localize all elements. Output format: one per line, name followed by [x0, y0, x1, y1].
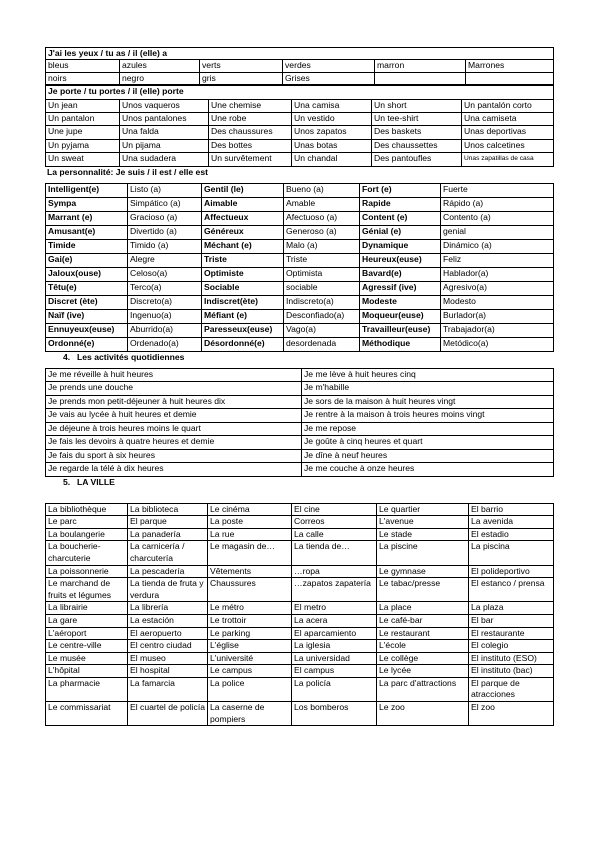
vocabulary-sheet [45, 47, 553, 726]
city-cell: El zoo [469, 702, 554, 726]
city-cell: L'avenue [377, 516, 469, 529]
city-cell: L'aéroport [46, 627, 128, 640]
city-cell: La universidad [292, 652, 377, 665]
activities-table [45, 368, 554, 477]
city-cell: La plaza [469, 602, 554, 615]
activities-cell: Je m'habille [302, 382, 554, 396]
personality-table [45, 183, 554, 352]
personality-cell: Feliz [441, 253, 554, 267]
city-cell: La caserne de pompiers [208, 702, 292, 726]
wear-cell: Des baskets [372, 126, 462, 139]
personality-cell: Bavard(e) [360, 267, 441, 281]
wear-cell: Un pantalon [46, 113, 120, 126]
eyes-cell: Grises [283, 72, 375, 84]
city-cell: La librairie [46, 602, 128, 615]
wear-cell: Unos calcetines [462, 139, 554, 152]
personality-cell: Gai(e) [46, 253, 128, 267]
personality-cell: Têtu(e) [46, 281, 128, 295]
activities-cell: Je me réveille à huit heures [46, 368, 302, 382]
city-cell: La police [208, 677, 292, 701]
wear-cell: Unas botas [292, 139, 372, 152]
city-cell: El estanco / prensa [469, 578, 554, 602]
city-cell: El restaurante [469, 627, 554, 640]
eyes-cell: marron [375, 60, 466, 72]
personality-cell: Méchant (e) [202, 239, 284, 253]
city-cell: La calle [292, 528, 377, 541]
city-cell: …ropa [292, 565, 377, 578]
clothes-table [45, 85, 554, 166]
wear-cell: Des bottes [209, 139, 292, 152]
personality-cell: Bueno (a) [284, 183, 360, 197]
eyes-cell: verdes [283, 60, 375, 72]
wear-cell: Una camiseta [462, 113, 554, 126]
city-cell: La place [377, 602, 469, 615]
wear-cell: Un short [372, 99, 462, 112]
activities-row [46, 395, 554, 409]
city-row [46, 640, 554, 653]
activities-row [46, 409, 554, 423]
wear-row [46, 113, 554, 126]
activities-cell: Je déjeune à trois heures moins le quart [46, 422, 302, 436]
city-cell: Le musée [46, 652, 128, 665]
personality-cell: Paresseux(euse) [202, 323, 284, 337]
personality-cell: Sociable [202, 281, 284, 295]
personality-cell: Vago(a) [284, 323, 360, 337]
personality-cell: Aburrido(a) [128, 323, 202, 337]
city-cell: La tienda de… [292, 541, 377, 565]
personality-cell: Marrant (e) [46, 211, 128, 225]
wear-cell: Des pantoufles [372, 153, 462, 166]
city-cell: Le stade [377, 528, 469, 541]
city-cell: El estadio [469, 528, 554, 541]
wear-cell: Un survêtement [209, 153, 292, 166]
city-cell: Le trottoir [208, 614, 292, 627]
city-cell: Le tabac/presse [377, 578, 469, 602]
personality-cell: Desconfiado(a) [284, 309, 360, 323]
activities-row [46, 368, 554, 382]
personality-cell: Indiscret(ète) [202, 295, 284, 309]
personality-cell: Hablador(a) [441, 267, 554, 281]
wear-cell: Una falda [120, 126, 209, 139]
personality-cell: Ennuyeux(euse) [46, 323, 128, 337]
city-cell: L'école [377, 640, 469, 653]
city-row [46, 652, 554, 665]
city-cell: Le marchand de fruits et légumes [46, 578, 128, 602]
city-row [46, 516, 554, 529]
eyes-cell: verts [200, 60, 283, 72]
personality-cell: Ingenuo(a) [128, 309, 202, 323]
personality-cell: Dinámico (a) [441, 239, 554, 253]
city-cell: …zapatos zapatería [292, 578, 377, 602]
personality-cell: Timido (a) [128, 239, 202, 253]
city-cell: La rue [208, 528, 292, 541]
personality-row [46, 337, 554, 351]
city-cell: Le magasin de… [208, 541, 292, 565]
personality-row [46, 323, 554, 337]
city-cell: La boulangerie [46, 528, 128, 541]
activities-cell: Je goûte à cinq heures et quart [302, 436, 554, 450]
city-cell: El instituto (ESO) [469, 652, 554, 665]
wear-cell: Un pantalón corto [462, 99, 554, 112]
wear-cell: Unos pantalones [120, 113, 209, 126]
personality-cell: Travailleur(euse) [360, 323, 441, 337]
city-row [46, 677, 554, 701]
activities-cell: Je vais au lycée à huit heures et demie [46, 409, 302, 423]
activities-row [46, 382, 554, 396]
wear-row [46, 139, 554, 152]
city-cell: La carnicería / charcutería [128, 541, 208, 565]
city-cell: El parque de atracciones [469, 677, 554, 701]
city-cell: Le cinéma [208, 503, 292, 516]
eyes-cell [466, 72, 554, 84]
eyes-cell [375, 72, 466, 84]
wear-cell: Una sudadera [120, 153, 209, 166]
personality-cell: Generoso (a) [284, 225, 360, 239]
city-row [46, 702, 554, 726]
activities-cell: Je fais du sport à six heures [46, 449, 302, 463]
activities-cell: Je dîne à neuf heures [302, 449, 554, 463]
personality-cell: Listo (a) [128, 183, 202, 197]
wear-cell: Un chandal [292, 153, 372, 166]
personality-cell: Méthodique [360, 337, 441, 351]
city-cell: Chaussures [208, 578, 292, 602]
wear-cell: Un tee-shirt [372, 113, 462, 126]
city-row [46, 565, 554, 578]
personality-cell: Modeste [360, 295, 441, 309]
city-cell: Le café-bar [377, 614, 469, 627]
city-cell: El cine [292, 503, 377, 516]
personality-cell: Triste [284, 253, 360, 267]
personality-cell: sociable [284, 281, 360, 295]
personality-cell: Fort (e) [360, 183, 441, 197]
personality-cell: Rapide [360, 197, 441, 211]
city-cell: La piscina [469, 541, 554, 565]
city-cell: Le collège [377, 652, 469, 665]
city-cell: La famarcia [128, 677, 208, 701]
city-cell: La piscine [377, 541, 469, 565]
personality-title: La personnalité: Je suis / il est / elle est [47, 166, 208, 177]
personality-cell: Agressif (ive) [360, 281, 441, 295]
city-cell: La librería [128, 602, 208, 615]
city-cell: El centro ciudad [128, 640, 208, 653]
personality-cell: Moqueur(euse) [360, 309, 441, 323]
city-cell: Le campus [208, 665, 292, 678]
city-cell: Le zoo [377, 702, 469, 726]
city-cell: La poste [208, 516, 292, 529]
city-cell: El metro [292, 602, 377, 615]
personality-cell: Ordonné(e) [46, 337, 128, 351]
activities-number: 4. [63, 351, 71, 362]
personality-cell: desordenada [284, 337, 360, 351]
personality-row [46, 295, 554, 309]
activities-row [46, 449, 554, 463]
personality-cell: Sympa [46, 197, 128, 211]
personality-cell: Optimiste [202, 267, 284, 281]
city-cell: L'université [208, 652, 292, 665]
personality-cell: Génial (e) [360, 225, 441, 239]
city-cell: Le métro [208, 602, 292, 615]
city-cell: Le lycée [377, 665, 469, 678]
wear-cell: Un pijama [120, 139, 209, 152]
personality-cell: Discret (ète) [46, 295, 128, 309]
personality-cell: Dynamique [360, 239, 441, 253]
city-row [46, 627, 554, 640]
personality-cell: Heureux(euse) [360, 253, 441, 267]
personality-cell: Gracioso (a) [128, 211, 202, 225]
city-cell: El instituto (bac) [469, 665, 554, 678]
personality-cell: Metódico(a) [441, 337, 554, 351]
city-cell: El museo [128, 652, 208, 665]
city-cell: L'hôpital [46, 665, 128, 678]
personality-cell: Burlador(a) [441, 309, 554, 323]
city-cell: El aeropuerto [128, 627, 208, 640]
activities-title [45, 352, 553, 364]
city-row [46, 541, 554, 565]
wear-cell: Unas deportivas [462, 126, 554, 139]
personality-cell: Intelligent(e) [46, 183, 128, 197]
activities-cell: Je me repose [302, 422, 554, 436]
activities-cell: Je rentre à la maison à trois heures moins vingt [302, 409, 554, 423]
city-cell: Le centre-ville [46, 640, 128, 653]
personality-cell: Terco(a) [128, 281, 202, 295]
wear-row [46, 126, 554, 139]
city-cell: La poissonnerie [46, 565, 128, 578]
city-row [46, 528, 554, 541]
activities-row [46, 422, 554, 436]
personality-row [46, 197, 554, 211]
city-cell: La parc d'attractions [377, 677, 469, 701]
city-cell: Le quartier [377, 503, 469, 516]
personality-cell: Rápido (a) [441, 197, 554, 211]
wear-row [46, 99, 554, 112]
clothes-header: Je porte / tu portes / il (elle) porte [46, 86, 554, 99]
city-cell: La avenida [469, 516, 554, 529]
city-title-text: LA VILLE [77, 476, 115, 487]
personality-cell: Optimista [284, 267, 360, 281]
city-cell: La pescadería [128, 565, 208, 578]
city-cell: Le commissariat [46, 702, 128, 726]
city-row [46, 578, 554, 602]
eyes-cell: gris [200, 72, 283, 84]
personality-row [46, 183, 554, 197]
personality-cell: Malo (a) [284, 239, 360, 253]
personality-cell: genial [441, 225, 554, 239]
city-cell: Le parc [46, 516, 128, 529]
personality-cell: Triste [202, 253, 284, 267]
personality-cell: Celoso(a) [128, 267, 202, 281]
personality-row [46, 239, 554, 253]
personality-cell: Afectuoso (a) [284, 211, 360, 225]
personality-cell: Alegre [128, 253, 202, 267]
eyes-header: J'ai les yeux / tu as / il (elle) a [46, 48, 554, 60]
city-cell: La bibliothèque [46, 503, 128, 516]
city-cell: Le gymnase [377, 565, 469, 578]
personality-cell: Timide [46, 239, 128, 253]
city-cell: Vêtements [208, 565, 292, 578]
personality-cell: Fuerte [441, 183, 554, 197]
city-number: 5. [63, 476, 71, 487]
personality-cell: Ordenado(a) [128, 337, 202, 351]
personality-cell: Jaloux(ouse) [46, 267, 128, 281]
activities-cell: Je prends mon petit-déjeuner à huit heures dix [46, 395, 302, 409]
personality-cell: Méfiant (e) [202, 309, 284, 323]
wear-cell: Unos vaqueros [120, 99, 209, 112]
city-cell: El colegio [469, 640, 554, 653]
personality-cell: Aimable [202, 197, 284, 211]
city-cell: El barrio [469, 503, 554, 516]
personality-row [46, 309, 554, 323]
city-cell: El cuartel de policía [128, 702, 208, 726]
personality-cell: Amusant(e) [46, 225, 128, 239]
eyes-row [46, 72, 554, 84]
wear-cell: Une jupe [46, 126, 120, 139]
city-table [45, 503, 554, 727]
wear-cell: Un vestido [292, 113, 372, 126]
city-cell: La biblioteca [128, 503, 208, 516]
city-cell: La policía [292, 677, 377, 701]
activities-cell: Je prends une douche [46, 382, 302, 396]
city-row [46, 614, 554, 627]
city-cell: La iglesia [292, 640, 377, 653]
city-cell: La tienda de fruta y verdura [128, 578, 208, 602]
personality-row [46, 281, 554, 295]
activities-title-text: Les activités quotidiennes [77, 351, 185, 362]
wear-cell: Des chaussures [209, 126, 292, 139]
personality-row [46, 267, 554, 281]
city-row [46, 602, 554, 615]
wear-cell: Unos zapatos [292, 126, 372, 139]
city-title [45, 477, 553, 489]
activities-cell: Je sors de la maison à huit heures vingt [302, 395, 554, 409]
wear-cell: Un pyjama [46, 139, 120, 152]
personality-cell: Agresivo(a) [441, 281, 554, 295]
wear-cell: Des chaussettes [372, 139, 462, 152]
activities-cell: Je fais les devoirs à quatre heures et demie [46, 436, 302, 450]
personality-row [46, 253, 554, 267]
city-cell: El parque [128, 516, 208, 529]
activities-row [46, 436, 554, 450]
eyes-cell: Marrones [466, 60, 554, 72]
personality-cell: Naïf (ive) [46, 309, 128, 323]
city-cell: Correos [292, 516, 377, 529]
personality-cell: Discreto(a) [128, 295, 202, 309]
city-cell: La boucherie-charcuterie [46, 541, 128, 565]
city-cell: Los bomberos [292, 702, 377, 726]
city-cell: La estación [128, 614, 208, 627]
activities-row [46, 463, 554, 477]
wear-cell: Une robe [209, 113, 292, 126]
personality-cell: Amable [284, 197, 360, 211]
personality-cell: Gentil (le) [202, 183, 284, 197]
city-row [46, 665, 554, 678]
wear-cell: Un jean [46, 99, 120, 112]
wear-cell: Unas zapatillas de casa [462, 153, 554, 166]
personality-cell: Trabajador(a) [441, 323, 554, 337]
wear-row [46, 153, 554, 166]
city-cell: La acera [292, 614, 377, 627]
personality-row [46, 211, 554, 225]
personality-row [46, 225, 554, 239]
personality-cell: Divertido (a) [128, 225, 202, 239]
city-cell: El campus [292, 665, 377, 678]
personality-cell: Contento (a) [441, 211, 554, 225]
wear-cell: Un sweat [46, 153, 120, 166]
personality-cell: Modesto [441, 295, 554, 309]
city-cell: Le restaurant [377, 627, 469, 640]
activities-cell: Je regarde la télé à dix heures [46, 463, 302, 477]
personality-cell: Désordonné(e) [202, 337, 284, 351]
city-cell: Le parking [208, 627, 292, 640]
eyes-cell: negro [120, 72, 200, 84]
personality-cell: Affectueux [202, 211, 284, 225]
city-cell: La gare [46, 614, 128, 627]
personality-cell: Généreux [202, 225, 284, 239]
city-cell: El polideportivo [469, 565, 554, 578]
city-cell: La pharmacie [46, 677, 128, 701]
city-cell: El bar [469, 614, 554, 627]
personality-cell: Simpático (a) [128, 197, 202, 211]
eyes-cell: azules [120, 60, 200, 72]
personality-cell: Content (e) [360, 211, 441, 225]
eyes-table [45, 47, 554, 85]
city-cell: L'église [208, 640, 292, 653]
activities-cell: Je me lève à huit heures cinq [302, 368, 554, 382]
city-row [46, 503, 554, 516]
eyes-cell: bleus [46, 60, 120, 72]
activities-cell: Je me couche à onze heures [302, 463, 554, 477]
wear-cell: Une chemise [209, 99, 292, 112]
personality-cell: Indiscreto(a) [284, 295, 360, 309]
city-cell: El aparcamiento [292, 627, 377, 640]
eyes-cell: noirs [46, 72, 120, 84]
eyes-row [46, 60, 554, 72]
city-cell: El hospital [128, 665, 208, 678]
city-cell: La panadería [128, 528, 208, 541]
wear-cell: Una camisa [292, 99, 372, 112]
